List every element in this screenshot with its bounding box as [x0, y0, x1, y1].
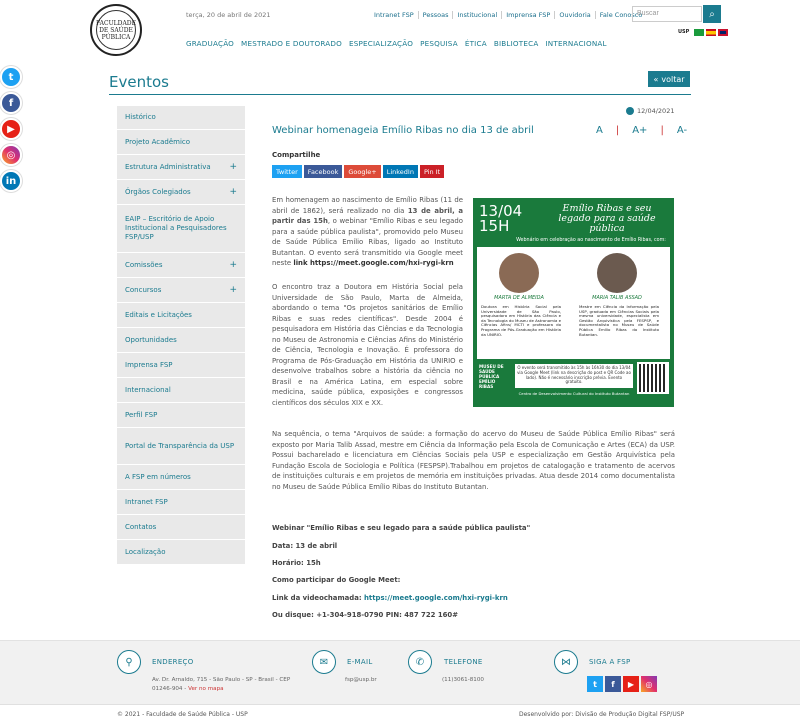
poster-info: O evento será transmitido às 15h às 16h30 do dia 13/04 via Google Meet (link na descrição do post e QR Code ao lado). Não é necessário inscrição prévia. Evento gratuito. — [515, 364, 633, 388]
sidebar-item-label: Órgãos Colegiados — [125, 187, 191, 196]
clock-icon — [626, 107, 634, 115]
separator: | — [660, 125, 664, 136]
share-buttons — [272, 165, 444, 178]
speaker2-name: MARIA TALIB ASSAD — [592, 295, 642, 301]
share-facebook-button[interactable]: Facebook — [304, 165, 343, 178]
sidebar-item[interactable] — [117, 328, 245, 353]
map-link[interactable]: Ver no mapa — [188, 686, 224, 692]
sidebar-item-label: A FSP em números — [125, 472, 191, 481]
sidebar-item[interactable] — [117, 465, 245, 490]
nav-especializacao[interactable]: ESPECIALIZAÇÃO — [348, 39, 414, 48]
publication-date-text: 12/04/2021 — [637, 107, 675, 115]
plus-icon[interactable]: + — [229, 284, 237, 295]
footer-social — [587, 676, 657, 692]
sidebar-item-label: Portal de Transparência da USP — [125, 441, 235, 450]
nav-mestrado-doutorado[interactable]: MESTRADO E DOUTORADO — [241, 39, 342, 48]
plus-icon[interactable]: + — [229, 161, 237, 172]
sidebar-item-label: Comissões — [125, 260, 163, 269]
footer-phone-title: TELEFONE — [444, 658, 483, 666]
share-pinit-button[interactable]: Pin It — [420, 165, 444, 178]
side-social-bar — [0, 66, 22, 192]
article-title: Webinar homenageia Emílio Ribas no dia 13 de abril — [272, 125, 534, 136]
meet-link[interactable]: link https://meet.google.com/hxi-rygi-krn — [293, 259, 454, 267]
footer-address-title: ENDEREÇO — [152, 658, 194, 666]
poster-datetime — [479, 204, 522, 234]
speaker1-bio: Doutora em História Social pela Universidade de São Paulo, pesquisadora em História das Ciência e da Tecnologia do Museu de Astronomia e Ciências Afins/ MCTI e professora do Programa de Pós-Graduação em História da UNIRIO. — [481, 304, 561, 337]
sidebar-item[interactable] — [117, 303, 245, 328]
logo-seal: FACULDADE DE SAÚDE PÚBLICA — [96, 10, 136, 50]
p1-text-bold: 13 de abril, a partir das 15h — [272, 206, 463, 225]
youtube-icon[interactable]: ▶ — [0, 118, 22, 140]
poster-footer: Centro de Desenvolvimento Cultural do Instituto Butantan — [518, 391, 630, 396]
top-links — [370, 11, 646, 19]
publication-date — [626, 107, 674, 115]
sidebar-item-label: Oportunidades — [125, 335, 177, 344]
instagram-icon[interactable]: ◎ — [0, 144, 22, 166]
flag-uk-icon[interactable] — [718, 29, 728, 36]
sidebar-item[interactable] — [117, 515, 245, 540]
page-title: Eventos — [109, 73, 169, 91]
sidebar-item[interactable] — [117, 130, 245, 155]
poster-time: 15H — [479, 217, 510, 235]
p1-text-a: Em homenagem ao nascimento de Emílio Ribas (11 de abril de 1862), será realizado no dia — [272, 196, 463, 215]
sidebar-item-label: Imprensa FSP — [125, 360, 173, 369]
main-nav — [186, 39, 607, 48]
poster-subtitle: Webnário em celebração ao nascimento de Emílio Ribas, com: — [516, 238, 666, 243]
twitter-icon[interactable]: t — [0, 66, 22, 88]
event-how: Como participar do Google Meet: — [272, 576, 401, 584]
sidebar-item-label: Estrutura Administrativa — [125, 162, 211, 171]
sidebar-item[interactable] — [117, 428, 245, 465]
sidebar-item[interactable] — [117, 378, 245, 403]
article-paragraph-3: Na sequência, o tema "Arquivos de saúde: a formação do acervo do Museu de Saúde Pública Emílio Ribas" será exposto por Maria Talib Assad, mestre em Ciência da Informação pela Escola de Comunicação e Artes (ECA) da USP. Possui bacharelado e licenciatura em Ciências Sociais pela USP e especialização em Gestão Arquivística pela Fundação Escola de Sociologia e Política (FESPSP).Trabalhou em projetos de catalogação e tratamento de acervos de instituições culturais e em projetos de memória em instituições privadas. Atua desde 2014 como documentalista no Museu de Saúde Pública Emílio Ribas do Instituto Butantan. — [272, 430, 675, 491]
sidebar-item[interactable] — [117, 490, 245, 515]
event-title: Webinar "Emílio Ribas e seu legado para a saúde pública paulista" — [272, 524, 531, 532]
share-linkedin-button[interactable]: LinkedIn — [383, 165, 418, 178]
back-button[interactable] — [648, 71, 690, 87]
article-paragraph-2: O encontro traz a Doutora em História Social pela Universidade de São Paulo, Marta de Almeida, abordando o tema "Os projetos sanitários de Emílio Ribas e suas redes científicas". Desde 2004 é pesquisadora em História das Ciências e da Tecnologia no Museu de Astronomia e Ciências Afins do Ministério de Ciência, Tecnologia e Inovação. É professora do Programa de Pós-Graduação em História da UNIRIO e desenvolve trabalhos sobre a história da ciência no Brasil e na América Latina, em especial sobre medicina, saúde pública, exposições e congressos científicos dos séculos XIX e XX. — [272, 283, 463, 407]
toplink-pessoas[interactable]: Pessoas — [419, 11, 454, 19]
envelope-icon: ✉ — [312, 650, 336, 674]
separator: | — [615, 125, 620, 136]
linkedin-icon[interactable]: in — [0, 170, 22, 192]
font-reset-button[interactable]: A — [596, 125, 603, 136]
sidebar-item-label: Concursos — [125, 285, 162, 294]
font-size-controls — [596, 125, 687, 136]
nav-biblioteca[interactable]: BIBLIOTECA — [493, 39, 539, 48]
sidebar-item-label: Internacional — [125, 385, 171, 394]
footer-email[interactable]: fsp@usp.br — [345, 677, 377, 683]
phone-icon: ✆ — [408, 650, 432, 674]
flag-brazil-icon[interactable] — [694, 29, 704, 36]
sidebar-item-label: Editais e Licitações — [125, 310, 192, 319]
sidebar-item[interactable] — [117, 205, 245, 253]
language-switcher — [678, 29, 728, 36]
poster-date: 13/04 — [479, 202, 523, 220]
footer-facebook-icon[interactable]: f — [605, 676, 621, 692]
footer-instagram-icon[interactable]: ◎ — [641, 676, 657, 692]
nav-internacional[interactable]: INTERNACIONAL — [545, 39, 607, 48]
facebook-icon[interactable]: f — [0, 92, 22, 114]
poster-headline: Emílio Ribas e seu legado para a saúde pública — [558, 203, 656, 234]
sidebar-item[interactable] — [117, 180, 245, 205]
nav-graduacao[interactable]: GRADUAÇÃO — [186, 39, 235, 48]
back-label: voltar — [661, 74, 685, 84]
nav-etica[interactable]: ÉTICA — [464, 39, 487, 48]
usp-fsp-logo[interactable] — [90, 4, 142, 56]
sidebar-item-label: EAIP – Escritório de Apoio Institucional a Pesquisadores FSP/USP — [125, 215, 227, 241]
event-link[interactable]: https://meet.google.com/hxi-rygi-krn — [364, 594, 508, 602]
sidebar-item-label: Projeto Acadêmico — [125, 137, 191, 146]
share-googleplus-button[interactable]: Google+ — [344, 165, 380, 178]
sidebar-item[interactable] — [117, 540, 245, 565]
toplink-fale-conosco[interactable]: Fale Conosco — [599, 11, 643, 19]
footer-address-text: Av. Dr. Arnaldo, 715 - São Paulo - SP - Brasil - CEP 01246-904 - — [152, 677, 291, 692]
sidebar-menu — [117, 106, 245, 565]
event-phone: Ou disque: +1-304-918-0790 PIN: 487 722 160# — [272, 611, 458, 619]
sidebar-item[interactable] — [117, 155, 245, 180]
current-date: terça, 20 de abril de 2021 — [186, 11, 271, 19]
sidebar-item[interactable] — [117, 253, 245, 278]
article-paragraph-1 — [272, 195, 463, 269]
plus-icon[interactable]: + — [229, 186, 237, 197]
sidebar-item[interactable] — [117, 278, 245, 303]
sidebar-item-label: Intranet FSP — [125, 497, 168, 506]
sidebar-item[interactable] — [117, 106, 245, 130]
title-divider — [109, 94, 691, 95]
sidebar-item-label: Contatos — [125, 522, 157, 531]
footer-phone: (11)3061-8100 — [442, 677, 484, 683]
developer-credit: Desenvolvido por: Divisão de Produção Digital FSP/USP — [519, 711, 685, 718]
p1-text-c: , o webinar "Emílio Ribas e seu legado para a saúde pública paulista", promovido pelo Museu de Saúde Pública Emílio Ribas, ligado ao Instituto Butantan. O evento será transmitido via Google meet neste — [272, 217, 463, 267]
footer-youtube-icon[interactable]: ▶ — [623, 676, 639, 692]
footer-address — [152, 676, 302, 694]
share-label: Compartilhe — [272, 151, 321, 159]
footer-follow-title: SIGA A FSP — [589, 658, 631, 666]
toplink-intranet[interactable]: Intranet FSP — [370, 11, 419, 19]
search-input[interactable]: Buscar — [632, 6, 702, 22]
museum-logo: MUSEU DE SAÚDE PÚBLICA EMÍLIO RIBAS — [479, 364, 504, 389]
site-footer — [0, 640, 800, 704]
speaker2-bio: Mestre em Ciência da Informação pela USP, graduada em Ciências Sociais pela mesma universidade, especialista em Gestão Arquivística pela FESPSP, e documentalista no Museu de Saúde Pública Emílio Ribas do Instituto Butantan. — [579, 304, 659, 337]
sidebar-item[interactable] — [117, 403, 245, 428]
toplink-imprensa[interactable]: Imprensa FSP — [502, 11, 555, 19]
search-icon: ⌕ — [709, 8, 715, 20]
search-button[interactable] — [703, 5, 721, 23]
flag-spain-icon[interactable] — [706, 29, 716, 36]
arrow-left-icon: « — [653, 74, 659, 84]
toplink-institucional[interactable]: Institucional — [453, 11, 502, 19]
sidebar-item[interactable] — [117, 353, 245, 378]
share-icon: ⋈ — [554, 650, 578, 674]
sidebar-item-label: Perfil FSP — [125, 410, 158, 419]
event-date: Data: 13 de abril — [272, 542, 338, 550]
event-link-line — [272, 594, 508, 602]
site-header — [0, 0, 800, 62]
plus-icon[interactable]: + — [229, 259, 237, 270]
toplink-ouvidoria[interactable]: Ouvidoria — [555, 11, 595, 19]
location-pin-icon: ⚲ — [117, 650, 141, 674]
share-twitter-button[interactable]: Twitter — [272, 165, 302, 178]
footer-twitter-icon[interactable]: t — [587, 676, 603, 692]
event-link-label: Link da videochamada: — [272, 594, 365, 602]
font-decrease-button[interactable]: A- — [676, 125, 688, 136]
usp-badge[interactable]: USP — [678, 29, 690, 35]
qr-code-icon — [637, 362, 669, 394]
footer-email-title: E-MAIL — [347, 658, 373, 666]
event-time: Horário: 15h — [272, 559, 321, 567]
event-poster-image — [473, 198, 674, 407]
sidebar-item-label: Histórico — [125, 113, 156, 121]
font-increase-button[interactable]: A+ — [632, 125, 648, 136]
nav-pesquisa[interactable]: PESQUISA — [420, 39, 458, 48]
speaker2-photo — [597, 253, 637, 293]
speaker1-name: MARTA DE ALMEIDA — [494, 295, 544, 301]
sidebar-item-label: Localização — [125, 547, 166, 556]
copyright: © 2021 - Faculdade de Saúde Pública - USP — [117, 711, 248, 718]
speaker1-photo — [499, 253, 539, 293]
